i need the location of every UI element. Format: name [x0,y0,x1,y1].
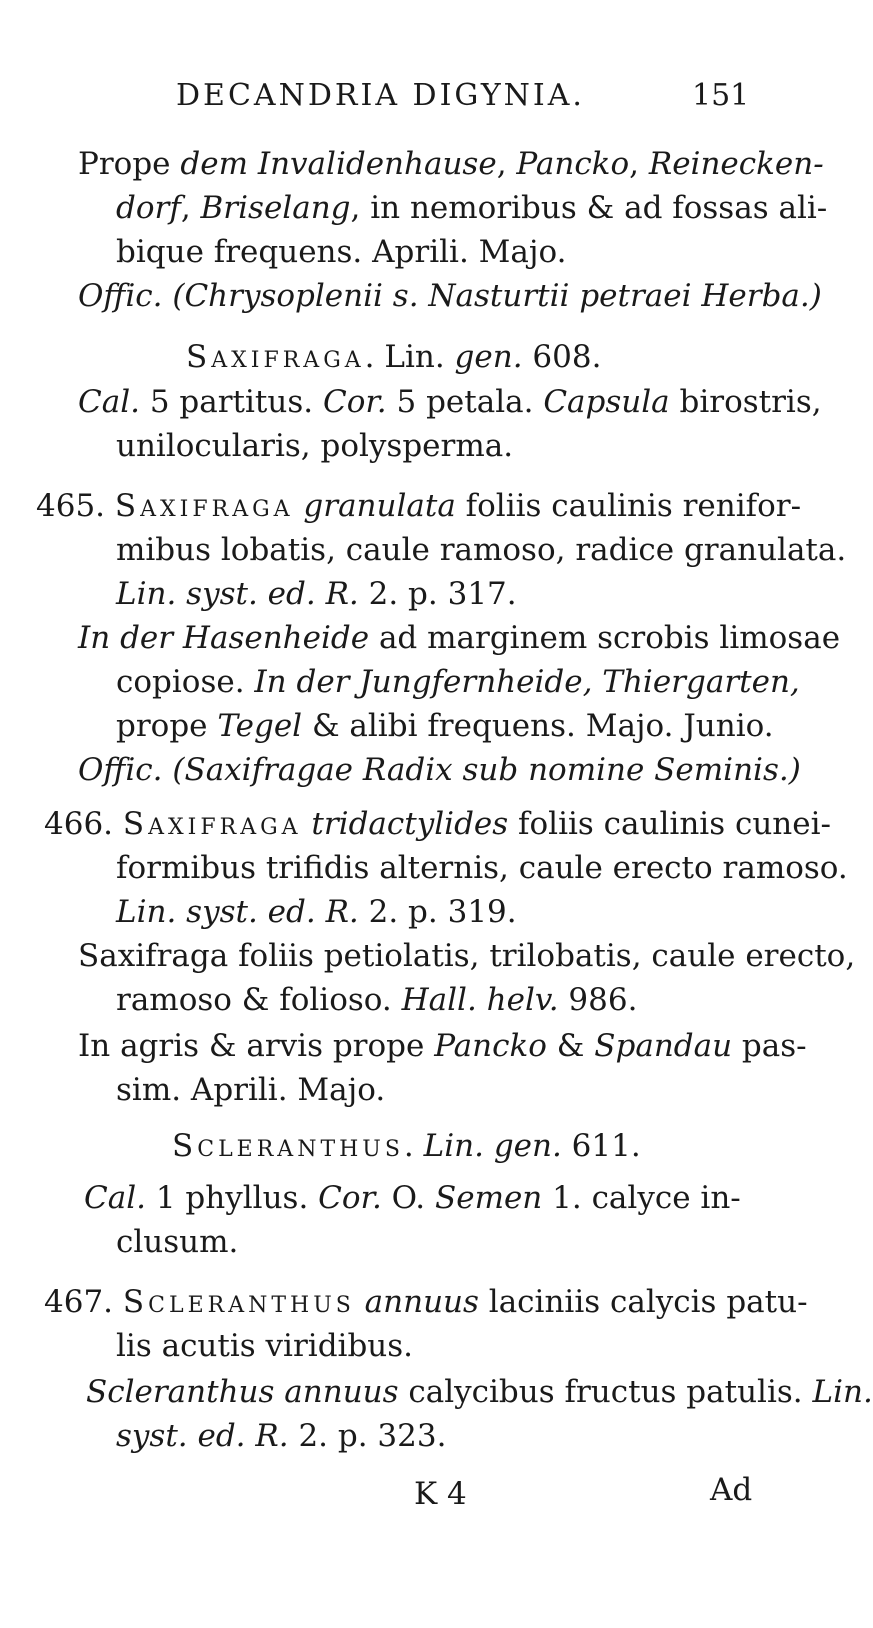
text-line: copiose. In der Jungfernheide, Thiergarten, [116,664,800,700]
text-line: Saxifraga foliis petiolatis, trilobatis, caule erecto, [78,938,856,974]
text-line: prope Tegel & alibi frequens. Majo. Junio. [116,708,774,744]
text-line: Cal. 5 partitus. Cor. 5 petala. Capsula birostris, [78,384,822,420]
text-line: Prope dem Invalidenhause, Pancko, Reinecken- [78,146,824,182]
text-line: Lin. syst. ed. R. 2. p. 319. [116,894,517,930]
page-number: 151 [692,78,750,113]
signature-mark: K 4 [414,1476,467,1512]
text-line: bique frequens. Aprili. Majo. [116,234,567,270]
entry-465: 465. Saxifraga granulata foliis caulinis renifor- [36,488,802,524]
text-line: mibus lobatis, caule ramoso, radice granulata. [116,532,847,568]
text-line: dorf, Briselang, in nemoribus & ad fossas ali- [116,190,828,226]
text-line: formibus trifidis alternis, caule erecto ramoso. [116,850,848,886]
text-line: Cal. 1 phyllus. Cor. O. Semen 1. calyce in- [84,1180,741,1216]
text-line: syst. ed. R. 2. p. 323. [116,1418,447,1454]
text-line: Scleranthus annuus calycibus fructus patulis. Lin. [86,1374,873,1410]
running-title: DECANDRIA DIGYNIA. [176,78,585,113]
catchword: Ad [710,1472,753,1508]
text-line: clusum. [116,1224,239,1260]
text-line: sim. Aprili. Majo. [116,1072,386,1108]
entry-466: 466. Saxifraga tridactylides foliis caulinis cunei- [44,806,831,842]
text-line: Offic. (Saxifragae Radix sub nomine Seminis.) [78,752,801,788]
text-line: In agris & arvis prope Pancko & Spandau pas- [78,1028,807,1064]
genus-heading: Saxifraga. Lin. gen. 608. [186,339,602,375]
text-line: unilocularis, polysperma. [116,428,514,464]
text-line: In der Hasenheide ad marginem scrobis limosae [78,620,841,656]
text-line: Lin. syst. ed. R. 2. p. 317. [116,576,517,612]
genus-heading: Scleranthus. Lin. gen. 611. [172,1128,641,1164]
entry-467: 467. Scleranthus annuus laciniis calycis patu- [44,1284,808,1320]
text-line: Offic. (Chrysoplenii s. Nasturtii petraei Herba.) [78,278,822,314]
text-line: ramoso & folioso. Hall. helv. 986. [116,982,638,1018]
text-line: lis acutis viridibus. [116,1328,414,1364]
